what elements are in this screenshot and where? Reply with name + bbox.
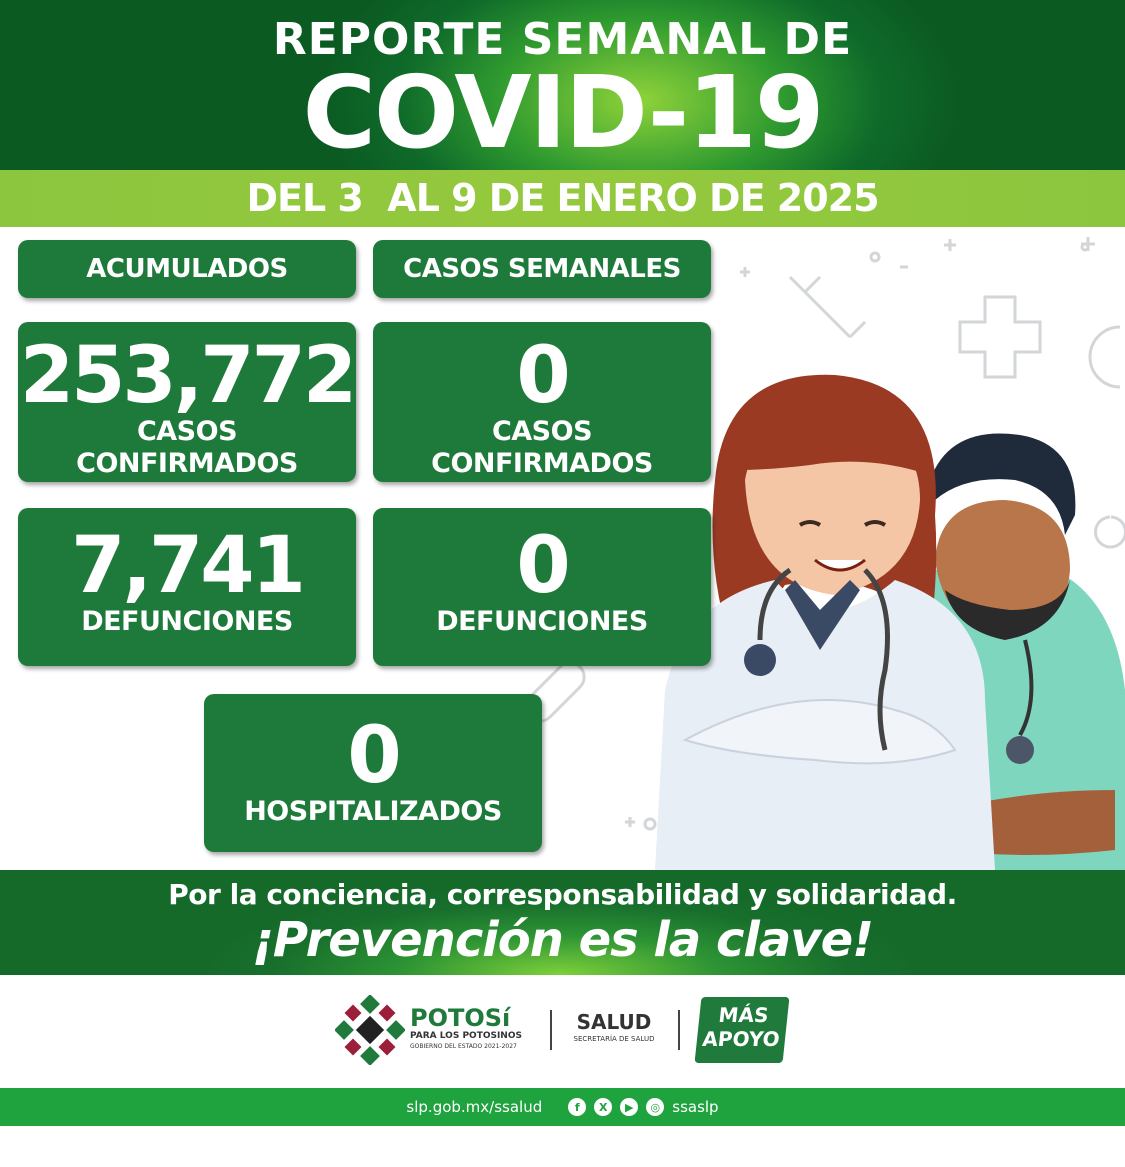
social-handle[interactable]: ssaslp [672,1098,719,1116]
weekly-cases-label-1: CASOS [491,416,593,447]
accumulated-deaths-card [18,508,356,666]
facebook-icon[interactable]: f [568,1098,586,1116]
salud-logo-text [562,1010,666,1044]
tagline: Por la conciencia, corresponsabilidad y solidaridad. [168,878,957,911]
weekly-label-text: CASOS SEMANALES [403,254,681,284]
bottom-margin [0,1126,1125,1167]
weekly-cases-value: 0 [516,331,568,421]
mas-apoyo-line2: APOYO [701,1027,781,1051]
accumulated-cases-value: 253,772 [19,331,355,421]
weekly-deaths-value: 0 [516,521,568,611]
potosi-title: POTOSí [410,1004,511,1032]
hospitalized-value: 0 [347,711,399,801]
report-subtitle: REPORTE SEMANAL DE [272,14,853,65]
date-range: DEL 3 AL 9 DE ENERO DE 2025 [246,176,879,220]
logos-strip [0,975,1125,1087]
accumulated-deaths-label: DEFUNCIONES [81,606,293,637]
accumulated-cases-label-1: CASOS [136,416,238,447]
instagram-icon[interactable]: ◎ [646,1098,664,1116]
mas-apoyo-logo [695,997,790,1063]
potosi-emblem-logo [335,995,405,1065]
date-range-band [0,170,1125,227]
hospitalized-label: HOSPITALIZADOS [244,796,502,827]
potosi-sub2: GOBIERNO DEL ESTADO 2021-2027 [410,1043,517,1050]
contact-bar [0,1088,1125,1126]
weekly-section-label [373,240,711,298]
website-link[interactable]: slp.gob.mx/ssalud [406,1098,543,1116]
syringe-doodle-icon [790,277,865,337]
weekly-deaths-label: DEFUNCIONES [436,606,648,637]
accumulated-section-label [18,240,356,298]
weekly-cases-label-2: CONFIRMADOS [431,448,653,479]
slogan: ¡Prevención es la clave! [251,912,874,968]
weekly-cases-card [373,322,711,482]
accumulated-deaths-value: 7,741 [71,521,303,611]
x-icon[interactable]: X [594,1098,612,1116]
accumulated-cases-card [18,322,356,482]
accumulated-cases-label-2: CONFIRMADOS [76,448,298,479]
salud-sub: SECRETARÍA DE SALUD [573,1035,655,1043]
weekly-deaths-card [373,508,711,666]
mas-apoyo-line1: MÁS [717,1003,770,1027]
stats-scene [0,227,1125,870]
header-banner [0,0,1125,170]
prevention-banner [0,870,1125,975]
youtube-icon[interactable]: ▶ [620,1098,638,1116]
hospitalized-card [204,694,542,852]
report-title: COVID-19 [302,54,823,170]
potosi-logo-text [410,1005,540,1051]
accumulated-label-text: ACUMULADOS [86,254,288,284]
logo-divider [550,1010,552,1050]
potosi-sub1: PARA LOS POTOSINOS [410,1031,522,1041]
logo-divider-2 [678,1010,680,1050]
salud-title: SALUD [576,1010,652,1034]
